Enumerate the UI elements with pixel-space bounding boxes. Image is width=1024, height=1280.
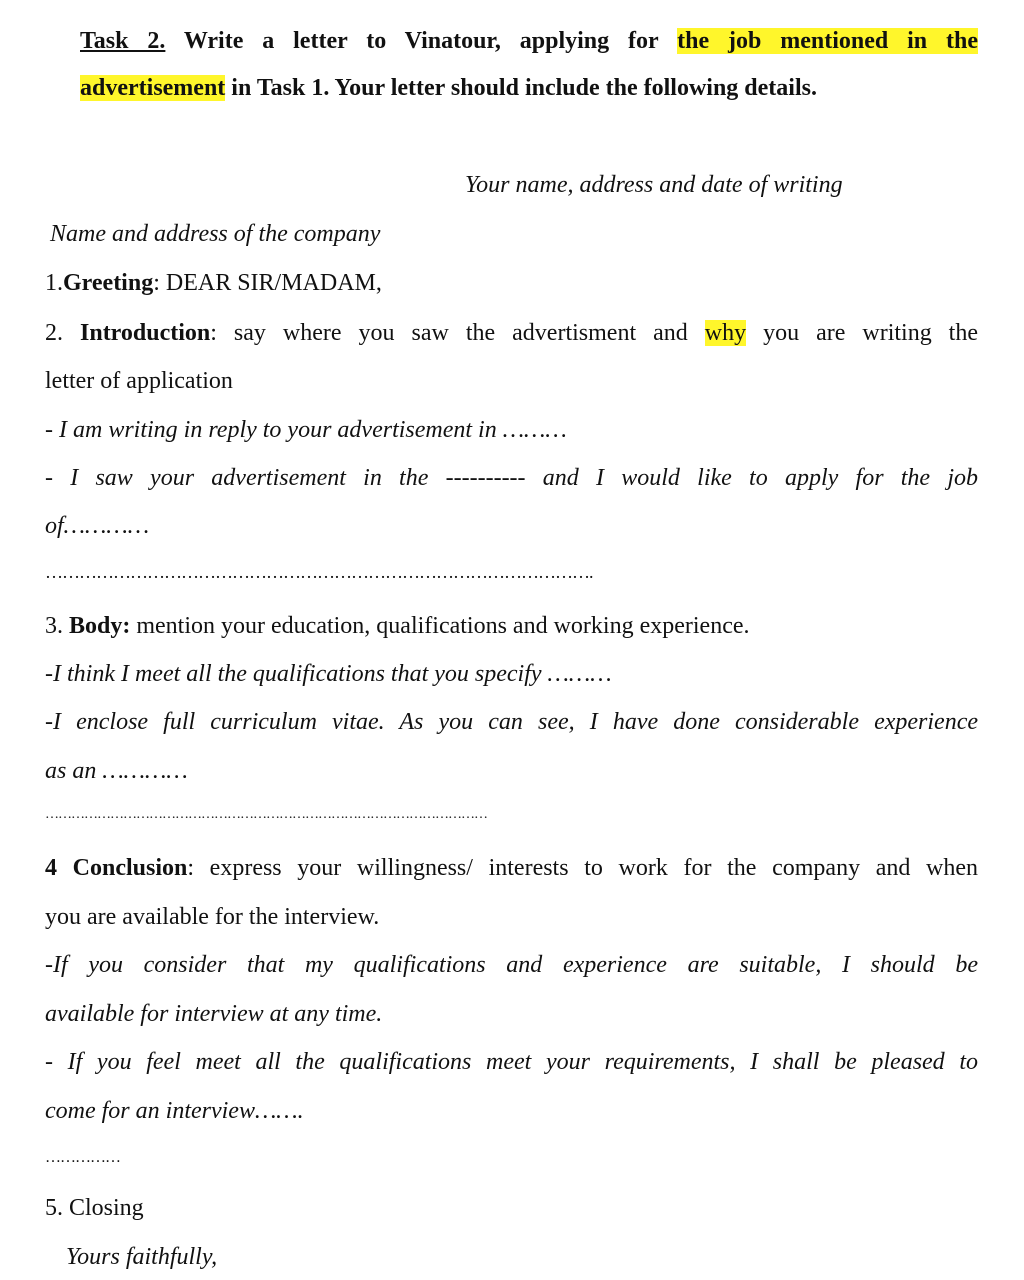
introduction-line-2: letter of application: [45, 368, 233, 394]
conclusion-line-2: you are available for the interview.: [45, 904, 380, 930]
greeting-number: 1.: [45, 270, 63, 296]
sender-info: Your name, address and date of writing: [465, 172, 843, 198]
introduction-example-2-line-1: - I saw your advertisement in the ---------- and I would like to apply for the job: [45, 465, 978, 491]
greeting-label: Greeting: [63, 270, 154, 296]
introduction-label: Introduction: [80, 320, 211, 346]
introduction-dots: …………………………………………………………………………………….: [45, 562, 593, 582]
conclusion-label: Conclusion: [72, 855, 188, 881]
body-label: Body:: [69, 613, 131, 639]
task-highlight-1: the job mentioned in the: [677, 28, 979, 54]
body-number: 3.: [45, 613, 69, 639]
conclusion-example-2-line-2: come for an interview…….: [45, 1098, 304, 1124]
greeting-text: : DEAR SIR/MADAM,: [153, 270, 382, 296]
introduction-example-1: - I am writing in reply to your advertisement in ………: [45, 417, 567, 443]
conclusion-line-1: [45, 856, 978, 880]
introduction-text-2: you are writing the: [746, 320, 979, 346]
conclusion-dots: ……………: [45, 1149, 120, 1166]
introduction-text-1: : say where you saw the advertisment and: [210, 320, 705, 346]
introduction-line-1: [45, 321, 978, 345]
conclusion-example-1-line-2: available for interview at any time.: [45, 1001, 383, 1027]
task-highlight-2: advertisement: [80, 75, 226, 101]
task-text-1: Write a letter to Vinatour, applying for: [165, 28, 678, 54]
closing-sign-off: Yours faithfully,: [66, 1244, 218, 1270]
body-example-2-line-1: -I enclose full curriculum vitae. As you can see, I have done considerable experience: [45, 709, 978, 735]
company-info: Name and address of the company: [50, 221, 381, 247]
conclusion-text: : express your willingness/ interests to work for the company and when: [187, 855, 979, 881]
task-heading-line-2: [80, 76, 817, 100]
task-label: Task 2.: [80, 28, 166, 54]
introduction-number: 2.: [45, 320, 80, 346]
body-example-1: -I think I meet all the qualifications that you specify ………: [45, 661, 612, 687]
conclusion-example-2-line-1: - If you feel meet all the qualifications meet your requirements, I shall be pleased to: [45, 1049, 978, 1075]
body-dots: …………………………………………………………………………………………: [45, 807, 487, 822]
task-text-2: in Task 1. Your letter should include the following details.: [225, 75, 817, 101]
introduction-example-2-line-2: of…………: [45, 513, 150, 539]
conclusion-example-1-line-1: -If you consider that my qualifications and experience are suitable, I should be: [45, 952, 978, 978]
body-example-2-line-2: as an …………: [45, 758, 188, 784]
introduction-highlight: why: [704, 320, 747, 346]
body-line: [45, 614, 750, 638]
conclusion-number: 4: [45, 855, 73, 881]
task-heading-line-1: [80, 29, 978, 53]
closing-label: 5. Closing: [45, 1195, 144, 1221]
body-text: mention your education, qualifications and working experience.: [130, 613, 750, 639]
greeting-line: [45, 271, 382, 295]
